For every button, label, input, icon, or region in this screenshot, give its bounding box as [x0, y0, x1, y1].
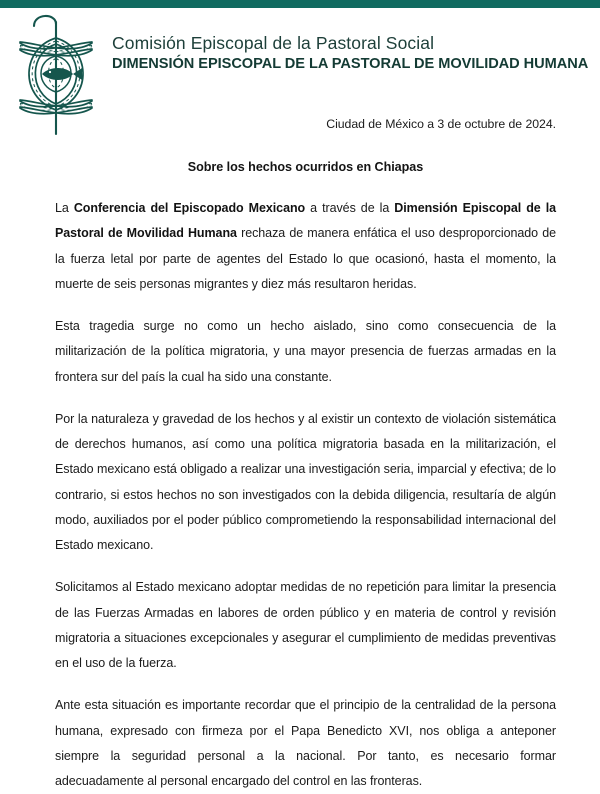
letterhead [0, 8, 600, 108]
organization-name-secondary: DIMENSIÓN EPISCOPAL DE LA PASTORAL DE MOVILIDAD HUMANA [112, 56, 589, 73]
body-text: Solicitamos al Estado mexicano adoptar medidas de no repetición para limitar la presencia de las Fuerzas Armadas en labores de orden público y en materia de control y revisión migratoria a situaciones excepcionales y asegurar el cumplimiento de medidas preventivas en el uso de la fuerza. [55, 580, 556, 670]
body-text: Por la naturaleza y gravedad de los hechos y al existir un contexto de violación sistemática de derechos humanos, así como una política migratoria basada en la militarización, el Estado mexicano está obligado a realizar una investigación seria, imparcial y efectiva; de lo contrario, si estos hechos no son investigados con la debida diligencia, resultaría de algún modo, auxiliados por el poder público comprometiendo la responsabilidad internacional del Estado mexicano. [55, 411, 556, 552]
body-text: Esta tragedia surge no como un hecho aislado, sino como consecuencia de la militarización de la política migratoria, y una mayor presencia de fuerzas armadas en la frontera sur del país la cual ha sido una constante. [55, 319, 556, 384]
document-subject-heading: Sobre los hechos ocurridos en Chiapas [187, 160, 424, 174]
dateline: Ciudad de México a 3 de octubre de 2024. [326, 117, 556, 131]
organization-name-primary: Comisión Episcopal de la Pastoral Social [112, 33, 435, 53]
body-text: La [55, 201, 74, 215]
emphasis-text: Conferencia del Episcopado Mexicano [73, 201, 306, 215]
body-paragraph-p4 [55, 575, 556, 676]
body-text: rechaza de manera enfática el uso desproporcionado de la fuerza letal por parte de agentes del Estado lo que ocasionó, hasta el momento, la muerte de seis personas migrantes y diez más resultaron heridas. [55, 226, 556, 291]
body-text: a través de la [305, 201, 395, 215]
body-text: Ante esta situación es importante recordar que el principio de la centralidad de la persona humana, expresado con firmeza por el Papa Benedicto XVI, nos obliga a anteponer siempre la seguridad personal a la nacional. Por tanto, es necesario formar adecuadamente al personal encargado del control en las fronteras. [55, 698, 556, 788]
emphasis-text: Dimensión Episcopal de la Pastoral de Movilidad Humana [55, 201, 557, 241]
body-paragraph-p2 [55, 314, 556, 390]
document-body [55, 160, 556, 794]
body-paragraph-p3 [55, 407, 556, 559]
body-paragraph-p1 [55, 196, 556, 297]
body-paragraph-p5 [55, 693, 556, 794]
top-accent-bar [0, 0, 600, 8]
paragraph-list [55, 196, 556, 794]
organization-titles [112, 8, 600, 74]
